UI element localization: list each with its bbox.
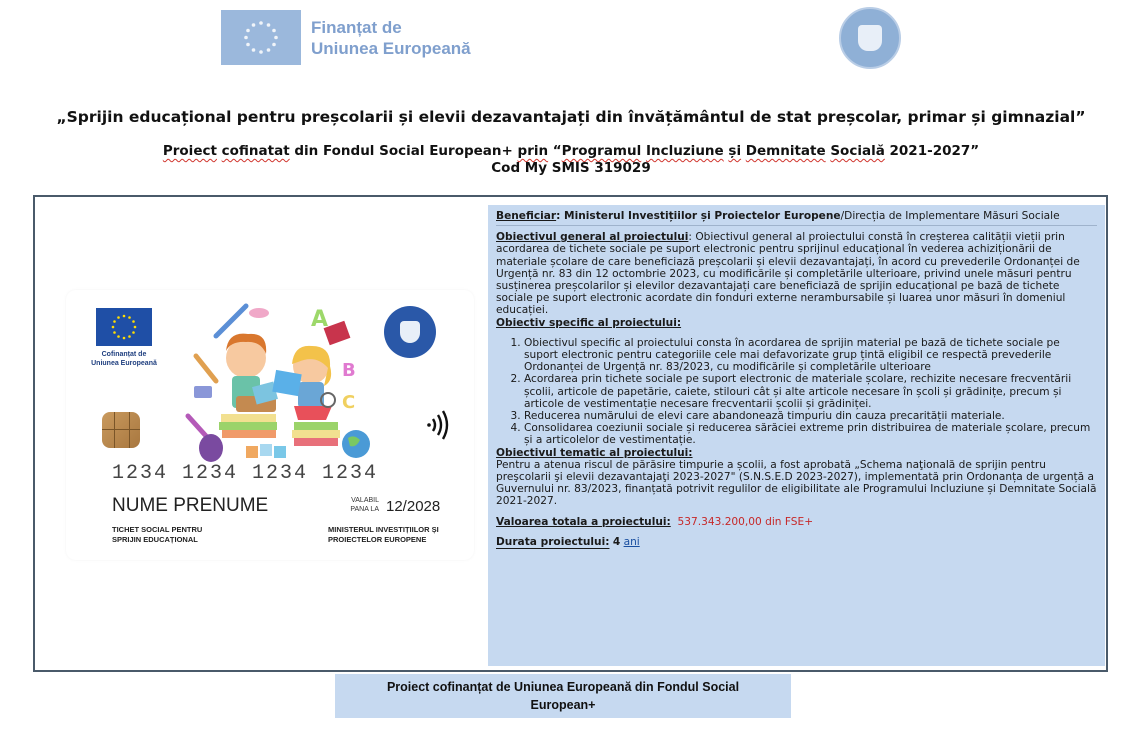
footer-line2: European+ [530, 698, 596, 712]
valid-label-line1: VALABIL [351, 497, 379, 504]
project-duration-unit-link[interactable]: ani [623, 535, 640, 548]
specific-objectives-list [496, 337, 1097, 447]
beneficiary-value: : Ministerul Investițiilor și Proiectelor Europene [556, 210, 841, 222]
thematic-objective-label: Obiectivul tematic al proiectului: [496, 446, 693, 459]
project-value-amount: 537.343.200,00 din FSE+ [677, 515, 814, 528]
list-item: 4. Consolidarea coeziunii sociale și reducerea sărăciei extreme prin distribuirea de materiale școlare, precum și a articolelor de vestimentație. [524, 422, 1097, 446]
general-objective-text: : Obiectivul general al proiectului constă în creșterea calității vieții prin acordarea de tichete sociale pe suport electronic pentru sprijinul educațional în vederea achiziționării de materiale școlare de care beneficiază preșcolarii și elevii dezavantajați, în acord cu prevederile Ordonanței de Urgență nr. 83 din 12 octombrie 2023, cu modificările și completările ulterioare, privind unele măsuri pentru susținerea preșcolarilor și elevilor dezavantajați care beneficiază de sprijin educațional pe bază de tichete sociale pe suport electronic acordate din fonduri externe nerambursabile și luarea unor măsuri în domeniul educației. [496, 231, 1080, 317]
subtitle-text: 2021-2027” [884, 143, 980, 159]
thematic-objective-text: Pentru a atenua riscul de părăsire timpurie a școlii, a fost aprobată „Schema naţională de sprijin pentru preşcolarii şi elevii dezavantajaţi 2023-2027" (S.N.S.E.D 2023-2027), implementată prin Ordonanța de urgență a Guvernului nr. 83/2023, finanțată potrivit regulilor de eligibilitate ale Programului Incluziune și Demnitate Socială 2021-2027. [496, 458, 1097, 508]
project-value-line [496, 516, 1097, 531]
eu-logo-text-line1: Finanțat de [311, 17, 402, 37]
project-duration-line [496, 536, 1097, 548]
card-eu-text-line1: Cofinanțat de [101, 351, 147, 358]
social-ticket-card [66, 290, 474, 560]
project-subtitle [0, 143, 1142, 177]
card-issuer-line1: MINISTERUL INVESTIȚIILOR ȘI [328, 525, 439, 534]
eu-funding-logo [221, 10, 471, 65]
subtitle-word: Socială [830, 143, 885, 159]
general-objective-label: Obiectivul general al proiectului [496, 231, 689, 244]
card-eu-text-line2: Uniunea Europeană [91, 360, 157, 367]
card-chip-icon [102, 412, 140, 448]
subtitle-word: și [728, 143, 742, 159]
cofinancing-footer [335, 674, 791, 718]
eu-flag-icon [221, 10, 301, 65]
subtitle-word: cofinatat [221, 143, 290, 159]
project-duration-label: Durata proiectului: [496, 535, 610, 548]
subtitle-word: Demnitate [745, 143, 826, 159]
list-item: 3. Reducerea numărului de elevi care abandonează timpuriu din cauza precarității materiale. [524, 410, 1097, 422]
cardholder-name: NUME PRENUME [112, 495, 269, 516]
romanian-government-seal-icon [839, 7, 901, 69]
eu-logo-text-line2: Uniunea Europeană [311, 38, 471, 58]
footer-line1: Proiect cofinanțat de Uniunea Europeană din Fondul Social [386, 680, 740, 694]
beneficiary-line [496, 210, 1097, 226]
project-info-panel [488, 205, 1105, 666]
card-issuer-line2: PROIECTELOR EUROPENE [328, 535, 427, 544]
list-item: 2. Acordarea prin tichete sociale pe suport electronic de materiale școlare, rechizite necesare frecventării școlii, articole de papetărie, caiete, stilouri cât și alte articole necesare în școli și grădinițe, precum și articole de vestimentație necesare frecventarii școlii și grădiniței. [524, 373, 1097, 410]
specific-objective-label: Obiectiv specific al proiectului: [496, 316, 682, 329]
subtitle-word: Incluziune [645, 143, 724, 159]
general-objective [496, 231, 1097, 316]
subtitle-word: Proiect [162, 143, 217, 159]
eu-flag-icon [96, 308, 152, 346]
subtitle-word: Programul [561, 143, 642, 159]
card-type-label [112, 525, 202, 545]
contactless-icon [426, 408, 452, 449]
romanian-government-seal-icon [384, 306, 436, 358]
beneficiary-label: Beneficiar [496, 210, 557, 222]
beneficiary-directorate: /Direcția de Implementare Măsuri Sociale [840, 210, 1060, 222]
card-issuer-label [328, 525, 439, 545]
svg-text:C: C [342, 392, 356, 413]
project-value-label: Valoarea totala a proiectului: [496, 515, 671, 528]
smis-code: Cod My SMIS 319029 [491, 160, 651, 176]
project-duration-value: 4 [612, 535, 621, 548]
card-eu-cofinancing-text [80, 350, 168, 368]
svg-text:B: B [342, 360, 356, 381]
subtitle-text: “ [548, 143, 562, 159]
list-item: 1. Obiectivul specific al proiectului consta în acordarea de sprijin material pe bază de tichete sociale pe suport electronic pentru categoriile cele mai defavorizate grup țintă eligibil ce respectă prevederile Ordonanței de Urgență nr. 83/2023, cu modificările și completările ulterioare [524, 337, 1097, 374]
valid-label-line2: PANA LA [350, 506, 379, 513]
card-number: 1234 1234 1234 1234 [112, 462, 379, 485]
valid-until-date: 12/2028 [386, 498, 441, 515]
card-type-line1: TICHET SOCIAL PENTRU [112, 525, 203, 534]
svg-text:A: A [311, 307, 329, 332]
valid-until-label [343, 496, 379, 514]
project-title: „Sprijin educațional pentru preșcolarii și elevii dezavantajați din învățământul de stat preșcolar, primar și gimnazial” [56, 108, 1086, 126]
subtitle-word: prin [517, 143, 549, 159]
children-reading-illustration [176, 296, 386, 464]
eu-logo-text [311, 17, 471, 59]
card-type-line2: SPRIJIN EDUCAȚIONAL [112, 535, 198, 544]
subtitle-text: din Fondul Social European+ [289, 143, 518, 159]
